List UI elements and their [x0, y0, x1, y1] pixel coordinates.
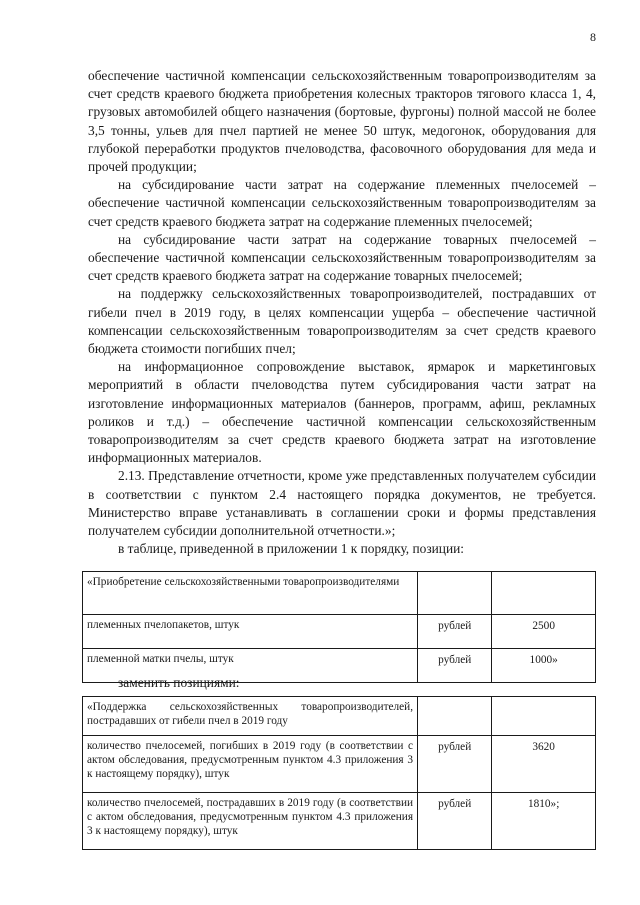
paragraph-commodity-colonies: на субсидирование части затрат на содержание товарных пчелосемей – обеспечение частичной компенсации сельскохозяйственным товаропроизводителям за счет средств краевого бюджета затрат на содержание товарных пчелосемей; — [88, 231, 596, 284]
page-number: 8 — [590, 30, 596, 44]
position-unit: рублей — [418, 649, 492, 683]
position-value: 3620 — [492, 736, 596, 793]
position-value — [492, 572, 596, 615]
body-text — [88, 67, 596, 558]
paragraph-reporting: 2.13. Представление отчетности, кроме уже представленных получателем субсидии в соответствии с пунктом 2.4 настоящего порядка документов, не требуется. Министерство вправе устанавливать в соглашении сроки и формы представления получателем субсидии дополнительной отчетности.»; — [88, 468, 596, 539]
table-row — [83, 793, 596, 850]
paragraph-information-support: на информационное сопровождение выставок, ярмарок и маркетинговых мероприятий в области пчеловодства путем субсидирования части затрат на изготовление информационных материалов (баннеров, программ, афиш, рекламных роликов и т.д.) – обеспечение частичной компенсации сельскохозяйственным товаропроизводителям за счет средств краевого бюджета затрат на изготовление информационных материалов. — [88, 359, 596, 466]
position-unit: рублей — [418, 615, 492, 649]
paragraph-equipment: обеспечение частичной компенсации сельскохозяйственным товаропроизводителям за счет средств краевого бюджета приобретения колесных тракторов тягового класса 1, 4, грузовых автомобилей общего назначения (бортовые, фургоны) полной массой не более 3,5 тонны, ульев для пчел партией не менее 50 штук, медогонок, оборудования для глубокой переработки продуктов пчеловодства, фасовочного оборудования для меда и прочей продукции; — [88, 68, 596, 175]
position-unit — [418, 572, 492, 615]
position-value — [492, 697, 596, 736]
position-unit: рублей — [418, 736, 492, 793]
table-row — [83, 736, 596, 793]
position-name: количество пчелосемей, пострадавших в 2019 году (в соответствии с актом обследования, предусмотренным пунктом 4.3 приложения 3 к настоящему порядку), штук — [83, 793, 418, 850]
table-row — [83, 615, 596, 649]
position-name: «Поддержка сельскохозяйственных товаропроизводителей, пострадавших от гибели пчел в 2019 году — [83, 697, 418, 736]
replace-instruction: заменить позициями: — [118, 675, 240, 690]
table-row — [83, 572, 596, 615]
paragraph-bee-loss-support: на поддержку сельскохозяйственных товаропроизводителей, пострадавших от гибели пчел в 2019 году, в целях компенсации ущерба – обеспечение частичной компенсации сельскохозяйственным товаропроизводителям за счет средств краевого бюджета стоимости погибших пчел; — [88, 286, 596, 357]
position-unit — [418, 697, 492, 736]
table-old-positions — [82, 571, 596, 683]
position-value: 1000» — [492, 649, 596, 683]
position-unit: рублей — [418, 793, 492, 850]
table-row — [83, 697, 596, 736]
position-name: племенных пчелопакетов, штук — [83, 615, 418, 649]
position-value: 1810»; — [492, 793, 596, 850]
position-name: количество пчелосемей, погибших в 2019 году (в соответствии с актом обследования, предусмотренным пунктом 4.3 приложения 3 к настоящему порядку), штук — [83, 736, 418, 793]
paragraph-breeding-colonies: на субсидирование части затрат на содержание племенных пчелосемей – обеспечение частичной компенсации сельскохозяйственным товаропроизводителям за счет средств краевого бюджета затрат на содержание племенных пчелосемей; — [88, 177, 596, 229]
table-new-positions — [82, 696, 596, 850]
paragraph-table-intro: в таблице, приведенной в приложении 1 к порядку, позиции: — [118, 541, 465, 557]
position-value: 2500 — [492, 615, 596, 649]
position-name: «Приобретение сельскохозяйственными товаропроизводителями — [83, 572, 418, 615]
position-name: племенной матки пчелы, штук — [83, 649, 418, 683]
